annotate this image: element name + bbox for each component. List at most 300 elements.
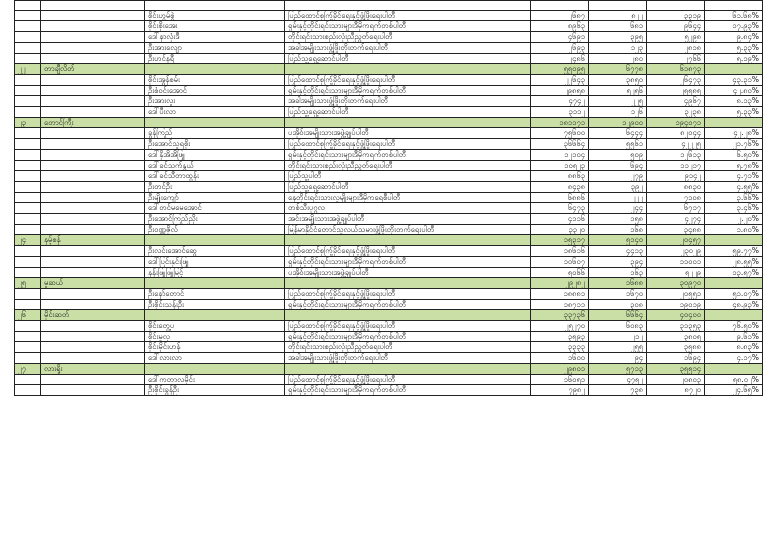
percentage-cell: ၅၁.၀၇% <box>705 288 763 299</box>
total-vote-cell: ၃၃၁၉ <box>647 10 705 21</box>
vote-count-cell: ၁၈၇၁၁ <box>531 299 589 310</box>
total-vote-cell: ၁၁၂၁၇ <box>647 160 705 171</box>
vote-count-cell: ၅၅၀၉၅ <box>531 64 589 75</box>
row-number-cell <box>15 128 41 139</box>
candidate-name-cell <box>145 363 285 374</box>
percentage-cell: ၇၆.၅၀% <box>705 321 763 332</box>
percentage-cell: ၈.၁၃% <box>705 96 763 107</box>
total-vote-cell: ၂၅၅၈၅ <box>647 85 705 96</box>
row-number-cell <box>15 288 41 299</box>
total-vote-cell: ၃၁၃၅၃ <box>647 321 705 332</box>
advance-vote-cell: ၁၆၈၈ <box>589 278 647 289</box>
township-header-row <box>15 64 763 75</box>
advance-vote-cell: ၄၄၁၃ <box>589 246 647 257</box>
row-number-cell <box>15 42 41 53</box>
advance-vote-cell: ၃၀၈ <box>589 299 647 310</box>
row-number-cell <box>15 96 41 107</box>
township-header-row <box>15 278 763 289</box>
township-cell <box>41 32 145 43</box>
vote-count-cell: ၆၄၇၃ <box>531 203 589 214</box>
party-name-cell <box>285 310 531 321</box>
party-name-cell: ပြည်ထောင်စုကြံ့ခိုင်ရေးနှင့်ဖွံ့ဖြိုးရေးပါတီ <box>285 74 531 85</box>
row-number-cell: ၂၆ <box>15 310 41 321</box>
candidate-row <box>15 171 763 182</box>
candidate-row <box>15 214 763 225</box>
candidate-name-cell: ဦးတင်ဦး <box>145 181 285 192</box>
total-vote-cell: ၂၀၅၅၁ <box>647 288 705 299</box>
advance-vote-cell: ၃၈၅၀ <box>589 74 647 85</box>
total-vote-cell: ၆၇၁၇ <box>647 203 705 214</box>
total-vote-cell: ၃၅၅၁၄ <box>647 363 705 374</box>
row-number-cell <box>15 267 41 278</box>
township-cell <box>41 214 145 225</box>
advance-vote-cell: ၂၈၀ <box>589 53 647 64</box>
candidate-row <box>15 1 763 11</box>
vote-count-cell: ၁၀၅၂၃ <box>531 160 589 171</box>
candidate-row <box>15 128 763 139</box>
candidate-name-cell: စိုင်းဟွမ်စွဲ <box>145 10 285 21</box>
candidate-row <box>15 96 763 107</box>
vote-count-cell: ၆၈၈၆ <box>531 192 589 203</box>
candidate-name-cell: ဒေါ်ခင်သီတာထွန်း <box>145 171 285 182</box>
total-vote-cell: ၈၇၂၀ <box>647 385 705 396</box>
township-cell <box>41 96 145 107</box>
party-name-cell: ပြည်သူ့ရှေ့ဆောင်ပါတီ <box>285 53 531 64</box>
candidate-row <box>15 42 763 53</box>
township-cell <box>41 53 145 64</box>
percentage-cell: ၆.၅၀% <box>705 149 763 160</box>
advance-vote-cell: ၅၅၆၁ <box>589 139 647 150</box>
candidate-row <box>15 256 763 267</box>
vote-count-cell: ၂၅၂၇၀ <box>531 321 589 332</box>
total-vote-cell: ၁၂၆၁၃ <box>647 149 705 160</box>
township-cell <box>41 1 145 11</box>
vote-count-cell: ၃၃၇၃၆ <box>531 310 589 321</box>
total-vote-cell: ၃၅၈၈ <box>647 342 705 353</box>
vote-count-cell: ၄၆၉၁ <box>531 32 589 43</box>
advance-vote-cell: ၁၆၃ <box>589 267 647 278</box>
percentage-cell: ၅.၃၃% <box>705 42 763 53</box>
candidate-row <box>15 139 763 150</box>
township-cell <box>41 288 145 299</box>
vote-count-cell: ၃၆၆၆၄ <box>531 139 589 150</box>
advance-vote-cell: ၁၆၈ <box>589 224 647 235</box>
row-number-cell <box>15 214 41 225</box>
total-vote-cell: ၅၂၂၉ <box>647 267 705 278</box>
total-vote-cell: ၃၄၈၈ <box>647 224 705 235</box>
row-number-cell <box>15 331 41 342</box>
percentage-cell: ၄.၇၁% <box>705 171 763 182</box>
party-name-cell: ရှမ်းနှင့်တိုင်းရင်းသားများဒီမိုကရက်တစ်ပါတီ <box>285 21 531 32</box>
vote-count-cell: ၄၁၁၆ <box>531 214 589 225</box>
advance-vote-cell: ၂၇၉ <box>589 171 647 182</box>
party-name-cell: တိုင်းရင်းသားစည်းလုံးညီညွတ်ရေးပါတီ <box>285 32 531 43</box>
candidate-name-cell: ဒေါ်ခင်သက်နွယ် <box>145 160 285 171</box>
advance-vote-cell: ၉၄ <box>589 353 647 364</box>
total-vote-cell: ၂၃၀၂၉ <box>647 246 705 257</box>
advance-vote-cell: ၂၅၅ <box>589 342 647 353</box>
candidate-row <box>15 53 763 64</box>
percentage-cell: ၃.၆၆% <box>705 192 763 203</box>
township-cell <box>41 256 145 267</box>
percentage-cell <box>705 117 763 128</box>
vote-count-cell: ၁၀၆၀၇ <box>531 256 589 267</box>
row-number-cell <box>15 353 41 364</box>
township-cell <box>41 181 145 192</box>
percentage-cell <box>705 310 763 321</box>
candidate-name-cell: ဦးစိုင်းသန်းဦး <box>145 299 285 310</box>
candidate-row <box>15 85 763 96</box>
total-vote-cell: ၄၉၆၇ <box>647 96 705 107</box>
percentage-cell: ၅.၁၉% <box>705 53 763 64</box>
candidate-name-cell: ဦးဟင်နရီ <box>145 53 285 64</box>
party-name-cell <box>285 1 531 11</box>
candidate-row <box>15 331 763 342</box>
party-name-cell: တိုင်းရင်းသားစည်းလုံးညီညွတ်ရေးပါတီ <box>285 342 531 353</box>
row-number-cell: ၂၃ <box>15 117 41 128</box>
party-name-cell: အင်းအမျိုးသားအဖွဲ့ချုပ်ပါတီ <box>285 214 531 225</box>
vote-count-cell: ၂၆၉၃ <box>531 42 589 53</box>
vote-count-cell: ၈၉၆၃ <box>531 21 589 32</box>
candidate-row <box>15 353 763 364</box>
township-cell <box>41 331 145 342</box>
vote-count-cell: ၁၂၁၀၄ <box>531 149 589 160</box>
vote-count-cell: ၁၈၁၁၇၁ <box>531 117 589 128</box>
percentage-cell: ၂၈.၅၅% <box>705 256 763 267</box>
party-name-cell: ပအိုဝ်းအမျိုးသားအဖွဲ့ချုပ်ပါတီ <box>285 267 531 278</box>
row-number-cell <box>15 139 41 150</box>
township-cell <box>41 171 145 182</box>
row-number-cell <box>15 32 41 43</box>
row-number-cell <box>15 1 41 11</box>
party-name-cell: နေတိုင်းရင်းသားလူမျိုးများဒီမိုကရေစီပါတီ <box>285 192 531 203</box>
township-cell: မိုင်းဆတ် <box>41 310 145 321</box>
party-name-cell <box>285 235 531 246</box>
candidate-name-cell: ဦးအားလျော <box>145 42 285 53</box>
advance-vote-cell: ၆၈၁ <box>589 21 647 32</box>
percentage-cell: ၄၂.၈၀% <box>705 85 763 96</box>
total-vote-cell: ၁၆၉၄ <box>647 353 705 364</box>
total-vote-cell: ၉၆၄၄ <box>647 21 705 32</box>
township-cell <box>41 192 145 203</box>
total-vote-cell: ၂၀၈၀၃ <box>647 374 705 385</box>
party-name-cell: ရှမ်းနှင့်တိုင်းရင်းသားများဒီမိုကရက်တစ်ပါတီ <box>285 256 531 267</box>
candidate-name-cell: ဒေါ်ပြင်းနှင်းဖြူ <box>145 256 285 267</box>
township-cell: လားရှိုး <box>41 363 145 374</box>
advance-vote-cell: ၃၉၅ <box>589 32 647 43</box>
row-number-cell: ၂၇ <box>15 363 41 374</box>
party-name-cell <box>285 363 531 374</box>
percentage-cell: ၄.၅၅% <box>705 181 763 192</box>
candidate-name-cell: စိုင်းမူလု <box>145 331 285 342</box>
vote-count-cell: ၁၆၀၀ <box>531 353 589 364</box>
party-name-cell: ပြည်ထောင်စုကြံ့ခိုင်ရေးနှင့်ဖွံ့ဖြိုးရေးပါတီ <box>285 246 531 257</box>
row-number-cell <box>15 203 41 214</box>
row-number-cell <box>15 192 41 203</box>
township-cell <box>41 21 145 32</box>
percentage-cell <box>705 278 763 289</box>
candidate-name-cell <box>145 64 285 75</box>
percentage-cell: ၁၃.၅၇% <box>705 267 763 278</box>
percentage-cell: ၅.၇၈% <box>705 160 763 171</box>
percentage-cell: ၁၇.၉၃% <box>705 21 763 32</box>
row-number-cell <box>15 321 41 332</box>
candidate-name-cell: နန်းဖြူဖြူမြင့် <box>145 267 285 278</box>
vote-count-cell: ၂၉၂၈၂ <box>531 278 589 289</box>
vote-count-cell: ၂၂၆၄၃ <box>531 74 589 85</box>
township-cell <box>41 374 145 385</box>
party-name-cell: ပအိုဝ်းအမျိုးသားအဖွဲ့ချုပ်ပါတီ <box>285 128 531 139</box>
advance-vote-cell: ၅၁၄၀ <box>589 235 647 246</box>
township-cell <box>41 42 145 53</box>
candidate-name-cell <box>145 278 285 289</box>
percentage-cell: ၂၄.၆၅% <box>705 385 763 396</box>
party-name-cell: ပြည်ထောင်စုကြံ့ခိုင်ရေးနှင့်ဖွံ့ဖြိုးရေးပါတီ <box>285 288 531 299</box>
township-cell: မူဆယ် <box>41 278 145 289</box>
candidate-row <box>15 21 763 32</box>
township-cell <box>41 107 145 118</box>
vote-count-cell <box>531 1 589 11</box>
township-cell <box>41 385 145 396</box>
total-vote-cell: ၄၀၄၀၀ <box>647 310 705 321</box>
candidate-name-cell: ဦးအားလူး <box>145 96 285 107</box>
township-cell: တောင်ကြီး <box>41 117 145 128</box>
party-name-cell: အခါအမျိုးသားဖွံ့ဖြိုးတိုးတက်ရေးပါတီ <box>285 96 531 107</box>
party-name-cell: ရှမ်းနှင့်တိုင်းရင်းသားများဒီမိုကရက်တစ်ပါတီ <box>285 385 531 396</box>
candidate-name-cell: ဒေါ်နာလုံးဒီ <box>145 32 285 43</box>
row-number-cell <box>15 342 41 353</box>
total-vote-cell: ၅၂၉၈ <box>647 32 705 43</box>
candidate-row <box>15 385 763 396</box>
percentage-cell: ၂.၂၀% <box>705 214 763 225</box>
percentage-cell: ၅၈.၀၂% <box>705 374 763 385</box>
candidate-row <box>15 374 763 385</box>
candidate-name-cell: စိုင်းအွန်စမ်း <box>145 74 285 85</box>
advance-vote-cell: ၁၅၈ <box>589 214 647 225</box>
total-vote-cell: ၁၉၀၁၉ <box>647 299 705 310</box>
candidate-row <box>15 267 763 278</box>
township-cell <box>41 224 145 235</box>
vote-count-cell: ၃၁၁၂ <box>531 107 589 118</box>
candidate-name-cell: စိုင်းတွေ့ပ <box>145 321 285 332</box>
total-vote-cell: ၃၈၀၅ <box>647 331 705 342</box>
percentage-cell: ၉.၆၁% <box>705 331 763 342</box>
candidate-row <box>15 149 763 160</box>
row-number-cell <box>15 181 41 192</box>
advance-vote-cell: ၁၂၃ <box>589 42 647 53</box>
vote-count-cell: ၄၇၄၂ <box>531 96 589 107</box>
candidate-name-cell: ဦးစံဝင်းအောင် <box>145 85 285 96</box>
candidate-name-cell <box>145 310 285 321</box>
party-name-cell: အခါအမျိုးသားဖွံ့ဖြိုးတိုးတက်ရေးပါတီ <box>285 42 531 53</box>
advance-vote-cell: ၁၂၆ <box>589 107 647 118</box>
township-header-row <box>15 235 763 246</box>
row-number-cell <box>15 224 41 235</box>
vote-count-cell: ၃၃၃၃ <box>531 342 589 353</box>
party-name-cell: တိုင်းရင်းသားစည်းလုံးညီညွတ်ရေးပါတီ <box>285 160 531 171</box>
candidate-row <box>15 10 763 21</box>
township-header-row <box>15 363 763 374</box>
candidate-name-cell: ဦးဝဏ္ဏဇိုလ် <box>145 224 285 235</box>
row-number-cell <box>15 10 41 21</box>
candidate-name-cell: ဦးလင်းအောင်ဆွေ <box>145 246 285 257</box>
advance-vote-cell: ၆၄၄၄ <box>589 128 647 139</box>
vote-count-cell: ၃၅၉၃ <box>531 331 589 342</box>
row-number-cell <box>15 160 41 171</box>
party-name-cell <box>285 117 531 128</box>
row-number-cell: ၂၂ <box>15 64 41 75</box>
percentage-cell: ၄.၁၇% <box>705 353 763 364</box>
township-cell <box>41 160 145 171</box>
percentage-cell: ၃.၄၆% <box>705 203 763 214</box>
candidate-row <box>15 32 763 43</box>
percentage-cell <box>705 64 763 75</box>
party-name-cell <box>285 64 531 75</box>
party-name-cell: ရှမ်းနှင့်တိုင်းရင်းသားများဒီမိုကရက်တစ်ပါတီ <box>285 299 531 310</box>
advance-vote-cell: ၂၄၄ <box>589 203 647 214</box>
township-cell <box>41 267 145 278</box>
vote-count-cell: ၁၅၃၁၇ <box>531 235 589 246</box>
advance-vote-cell: ၂၁၂ <box>589 331 647 342</box>
party-name-cell: မြန်မာနိုင်ငံတောင်သူလယ်သမားဖွံ့ဖြိုးတိုးတက်ရေးပါတီ <box>285 224 531 235</box>
advance-vote-cell: ၆၀၈၃ <box>589 321 647 332</box>
percentage-cell: ၆၁.၆၈% <box>705 10 763 21</box>
advance-vote-cell: ၃၉၄ <box>589 256 647 267</box>
township-cell <box>41 321 145 332</box>
election-results-table <box>14 0 763 396</box>
total-vote-cell: ၈၂၀၄၄ <box>647 128 705 139</box>
row-number-cell: ၂၅ <box>15 278 41 289</box>
party-name-cell: ပြည်ထောင်စုကြံ့ခိုင်ရေးနှင့်ဖွံ့ဖြိုးရေးပါတီ <box>285 10 531 21</box>
candidate-row <box>15 160 763 171</box>
party-name-cell: ပြည်သူ့ရှေ့ဆောင်ပါတီ <box>285 181 531 192</box>
total-vote-cell: ၉၁၄၂ <box>647 171 705 182</box>
township-cell <box>41 203 145 214</box>
township-header-row <box>15 117 763 128</box>
candidate-row <box>15 342 763 353</box>
percentage-cell: ၂၁.၇၆% <box>705 139 763 150</box>
row-number-cell <box>15 246 41 257</box>
candidate-name-cell: ဦးနော်တောင် <box>145 288 285 299</box>
candidate-name-cell: ဒေါ်နိုအိအိဖြူ <box>145 149 285 160</box>
advance-vote-cell: ၅၂၅၆ <box>589 85 647 96</box>
total-vote-cell: ၃၀၉၇၀ <box>647 278 705 289</box>
row-number-cell <box>15 74 41 85</box>
vote-count-cell: ၅၀၆၆ <box>531 267 589 278</box>
advance-vote-cell: ၆၇၇၈ <box>589 64 647 75</box>
vote-count-cell: ၇၉၈၂ <box>531 385 589 396</box>
vote-count-cell: ၁၈၆၁၆ <box>531 246 589 257</box>
candidate-name-cell <box>145 1 285 11</box>
percentage-cell <box>705 363 763 374</box>
candidate-name-cell: ခွန်ကြည် <box>145 128 285 139</box>
row-number-cell <box>15 171 41 182</box>
advance-vote-cell <box>589 1 647 11</box>
township-cell <box>41 342 145 353</box>
advance-vote-cell: ၁၆၇၀ <box>589 288 647 299</box>
township-cell <box>41 10 145 21</box>
township-header-row <box>15 310 763 321</box>
candidate-name-cell: ဦးစိုင်းခွန်ဦး <box>145 385 285 396</box>
percentage-cell: ၄၂.၂၈% <box>705 128 763 139</box>
vote-count-cell: ၈၈၆၃ <box>531 171 589 182</box>
total-vote-cell: ၄၂၇၄ <box>647 214 705 225</box>
advance-vote-cell: ၆၉၄ <box>589 160 647 171</box>
vote-count-cell: ၇၅၆၀၀ <box>531 128 589 139</box>
total-vote-cell: ၆၁၈၇၃ <box>647 64 705 75</box>
total-vote-cell: ၂၀၄၅၇ <box>647 235 705 246</box>
vote-count-cell: ၂၆၈၇ <box>531 10 589 21</box>
vote-count-cell: ၂၄၈၆ <box>531 53 589 64</box>
vote-count-cell: ၂၉၈၅၈ <box>531 85 589 96</box>
township-cell: တာချီလိတ် <box>41 64 145 75</box>
party-name-cell: ပြည်ထောင်စုကြံ့ခိုင်ရေးနှင့်ဖွံ့ဖြိုးရေးပါတီ <box>285 374 531 385</box>
township-cell <box>41 74 145 85</box>
row-number-cell <box>15 256 41 267</box>
party-name-cell: အခါအမျိုးသားဖွံ့ဖြိုးတိုးတက်ရေးပါတီ <box>285 353 531 364</box>
row-number-cell <box>15 107 41 118</box>
percentage-cell <box>705 235 763 246</box>
candidate-row <box>15 224 763 235</box>
township-cell: နမ့်စန် <box>41 235 145 246</box>
total-vote-cell: ၂၇၆၆ <box>647 53 705 64</box>
advance-vote-cell: ၅၀၉ <box>589 149 647 160</box>
party-name-cell: ရှမ်းနှင့်တိုင်းရင်းသားများဒီမိုကရက်တစ်ပါတီ <box>285 331 531 342</box>
row-number-cell <box>15 149 41 160</box>
candidate-name-cell: ဦးအောင်သူရစိုး <box>145 139 285 150</box>
total-vote-cell: ၁၁၀၀၁ <box>647 256 705 267</box>
advance-vote-cell: ၃၉၂ <box>589 181 647 192</box>
candidate-row <box>15 203 763 214</box>
percentage-cell: ၈.၈၃% <box>705 342 763 353</box>
candidate-row <box>15 299 763 310</box>
vote-count-cell: ၈၄၃၈ <box>531 181 589 192</box>
candidate-row <box>15 321 763 332</box>
row-number-cell <box>15 85 41 96</box>
candidate-name-cell: ဒေါ်တင်မမေအောင် <box>145 203 285 214</box>
percentage-cell: ၉.၈၄% <box>705 32 763 43</box>
percentage-cell: ၅၉.၇၇% <box>705 246 763 257</box>
candidate-name-cell: စိုင်းမိုင်းဟန် <box>145 342 285 353</box>
candidate-row <box>15 74 763 85</box>
total-vote-cell <box>647 1 705 11</box>
row-number-cell: ၂၄ <box>15 235 41 246</box>
percentage-cell: ၄၈.၉၃% <box>705 299 763 310</box>
total-vote-cell: ၂၈၁၈ <box>647 42 705 53</box>
party-name-cell: ပြည်ထောင်စုကြံ့ခိုင်ရေးနှင့်ဖွံ့ဖြိုးရေးပါတီ <box>285 321 531 332</box>
advance-vote-cell: ၂၂၂ <box>589 192 647 203</box>
row-number-cell <box>15 374 41 385</box>
township-cell <box>41 149 145 160</box>
candidate-name-cell: ဒေါ်လားလာ <box>145 353 285 364</box>
candidate-row <box>15 192 763 203</box>
township-cell <box>41 246 145 257</box>
candidate-row <box>15 107 763 118</box>
party-name-cell: တစ်သီးပုဂ္ဂလ <box>285 203 531 214</box>
advance-vote-cell: ၅၇၁၃ <box>589 363 647 374</box>
township-cell <box>41 128 145 139</box>
candidate-row <box>15 288 763 299</box>
percentage-cell: ၄၃.၃၁% <box>705 74 763 85</box>
party-name-cell: ပြည်သူ့ရှေ့ဆောင်ပါတီ <box>285 107 531 118</box>
vote-count-cell: ၁၆၀၅၁ <box>531 374 589 385</box>
candidate-name-cell <box>145 235 285 246</box>
party-name-cell: ရှမ်းနှင့်တိုင်းရင်းသားများဒီမိုကရက်တစ်ပါတီ <box>285 149 531 160</box>
candidate-name-cell: ဦးမျိုးကျော် <box>145 192 285 203</box>
row-number-cell <box>15 53 41 64</box>
advance-vote-cell: ၄၇၅၂ <box>589 374 647 385</box>
candidate-name-cell: ဒေါ်ကတာလမိုင်း <box>145 374 285 385</box>
